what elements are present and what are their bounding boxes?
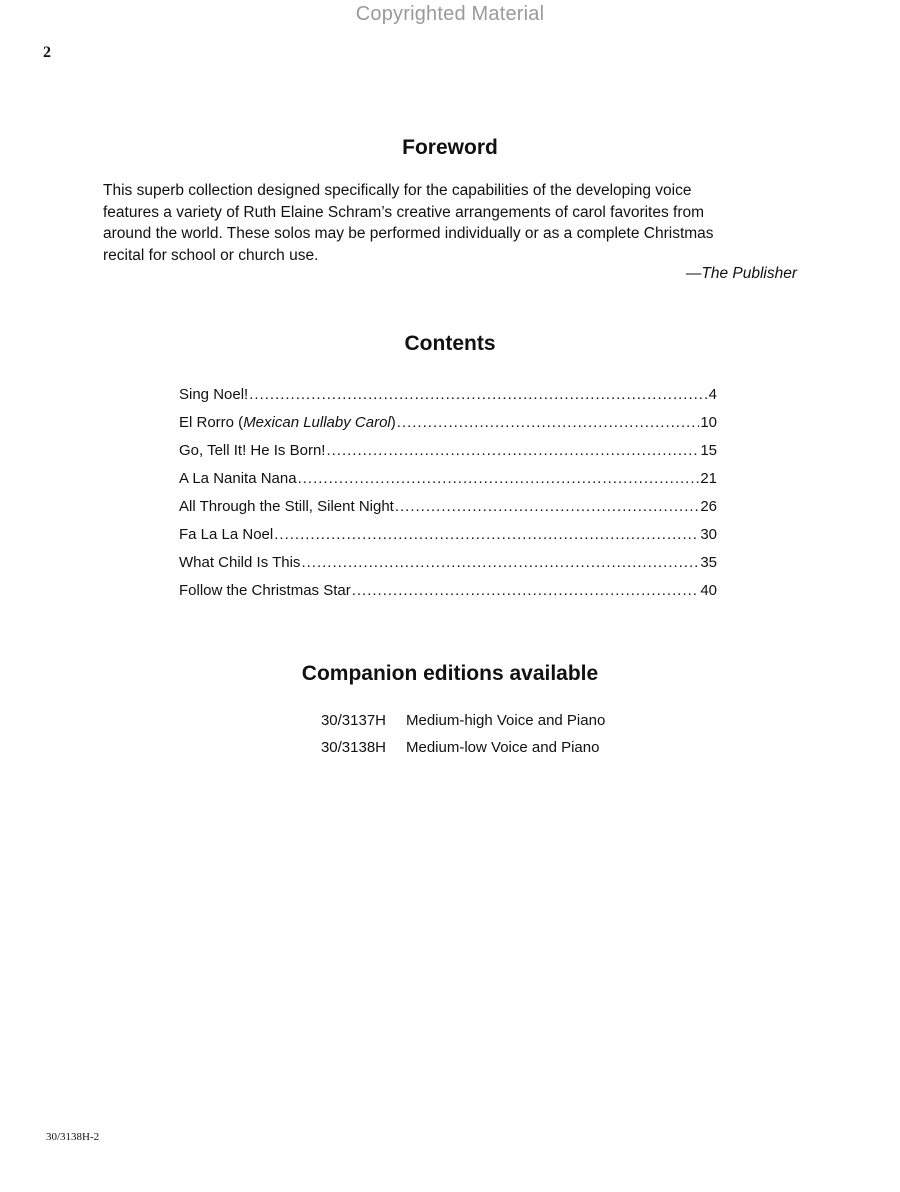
toc-entry bbox=[179, 498, 717, 526]
toc-title: A La Nanita Nana bbox=[179, 470, 297, 487]
toc-title: All Through the Still, Silent Night bbox=[179, 498, 394, 515]
toc-page-number: 35 bbox=[700, 554, 717, 571]
toc-page-number: 26 bbox=[700, 498, 717, 515]
foreword-heading: Foreword bbox=[402, 136, 498, 159]
toc-title: What Child Is This bbox=[179, 554, 301, 571]
contents-heading: Contents bbox=[404, 332, 496, 355]
toc-entry bbox=[179, 386, 717, 414]
toc-page-number: 15 bbox=[700, 442, 717, 459]
toc-entry bbox=[179, 414, 717, 442]
toc-page-number: 4 bbox=[708, 386, 717, 403]
toc-title: Sing Noel! bbox=[179, 386, 249, 403]
toc-page-number: 30 bbox=[700, 526, 717, 543]
edition-row bbox=[282, 712, 605, 739]
toc-dot-leader bbox=[397, 414, 700, 431]
toc-dot-leader bbox=[249, 386, 707, 403]
toc-entry bbox=[179, 582, 717, 610]
toc-page-number: 10 bbox=[700, 414, 717, 431]
foreword-line: This superb collection designed specifically for the capabilities of the developing voice bbox=[103, 182, 692, 199]
toc-entry bbox=[179, 554, 717, 582]
foreword-line: recital for school or church use. bbox=[103, 246, 319, 264]
page-number: 2 bbox=[43, 44, 51, 61]
toc-entry bbox=[179, 442, 717, 470]
toc-page-number: 21 bbox=[700, 470, 717, 487]
foreword-line: features a variety of Ruth Elaine Schram’s creative arrangements of carol favorites from bbox=[103, 203, 705, 221]
foreword-attribution: —The Publisher bbox=[685, 265, 797, 282]
foreword-line: around the world. These solos may be performed individually or as a complete Christmas bbox=[103, 225, 714, 242]
toc-dot-leader bbox=[326, 442, 699, 459]
toc-dot-leader bbox=[301, 554, 699, 571]
toc-dot-leader bbox=[298, 470, 700, 487]
edition-description: Medium-high Voice and Piano bbox=[406, 712, 606, 729]
toc-title: Go, Tell It! He Is Born! bbox=[179, 442, 326, 459]
toc-dot-leader bbox=[395, 498, 699, 515]
toc-dot-leader bbox=[352, 582, 700, 599]
companion-heading: Companion editions available bbox=[301, 662, 599, 685]
toc-dot-leader bbox=[274, 526, 699, 543]
footer-catalog-code: 30/3138H-2 bbox=[46, 1131, 100, 1143]
toc-title: El Rorro (Mexican Lullaby Carol) bbox=[179, 414, 396, 431]
foreword-body bbox=[103, 180, 803, 266]
toc-title: Fa La La Noel bbox=[179, 526, 274, 543]
toc-entry bbox=[179, 526, 717, 554]
toc-entry bbox=[179, 470, 717, 498]
watermark: Copyrighted Material bbox=[355, 3, 545, 25]
edition-code: 30/3138H bbox=[320, 739, 386, 756]
toc-page-number: 40 bbox=[700, 582, 717, 599]
table-of-contents bbox=[179, 386, 717, 610]
edition-description: Medium-low Voice and Piano bbox=[406, 739, 600, 756]
toc-title: Follow the Christmas Star bbox=[179, 582, 351, 599]
edition-code: 30/3137H bbox=[320, 712, 386, 729]
companion-editions-list bbox=[282, 712, 605, 766]
edition-row bbox=[282, 739, 605, 766]
